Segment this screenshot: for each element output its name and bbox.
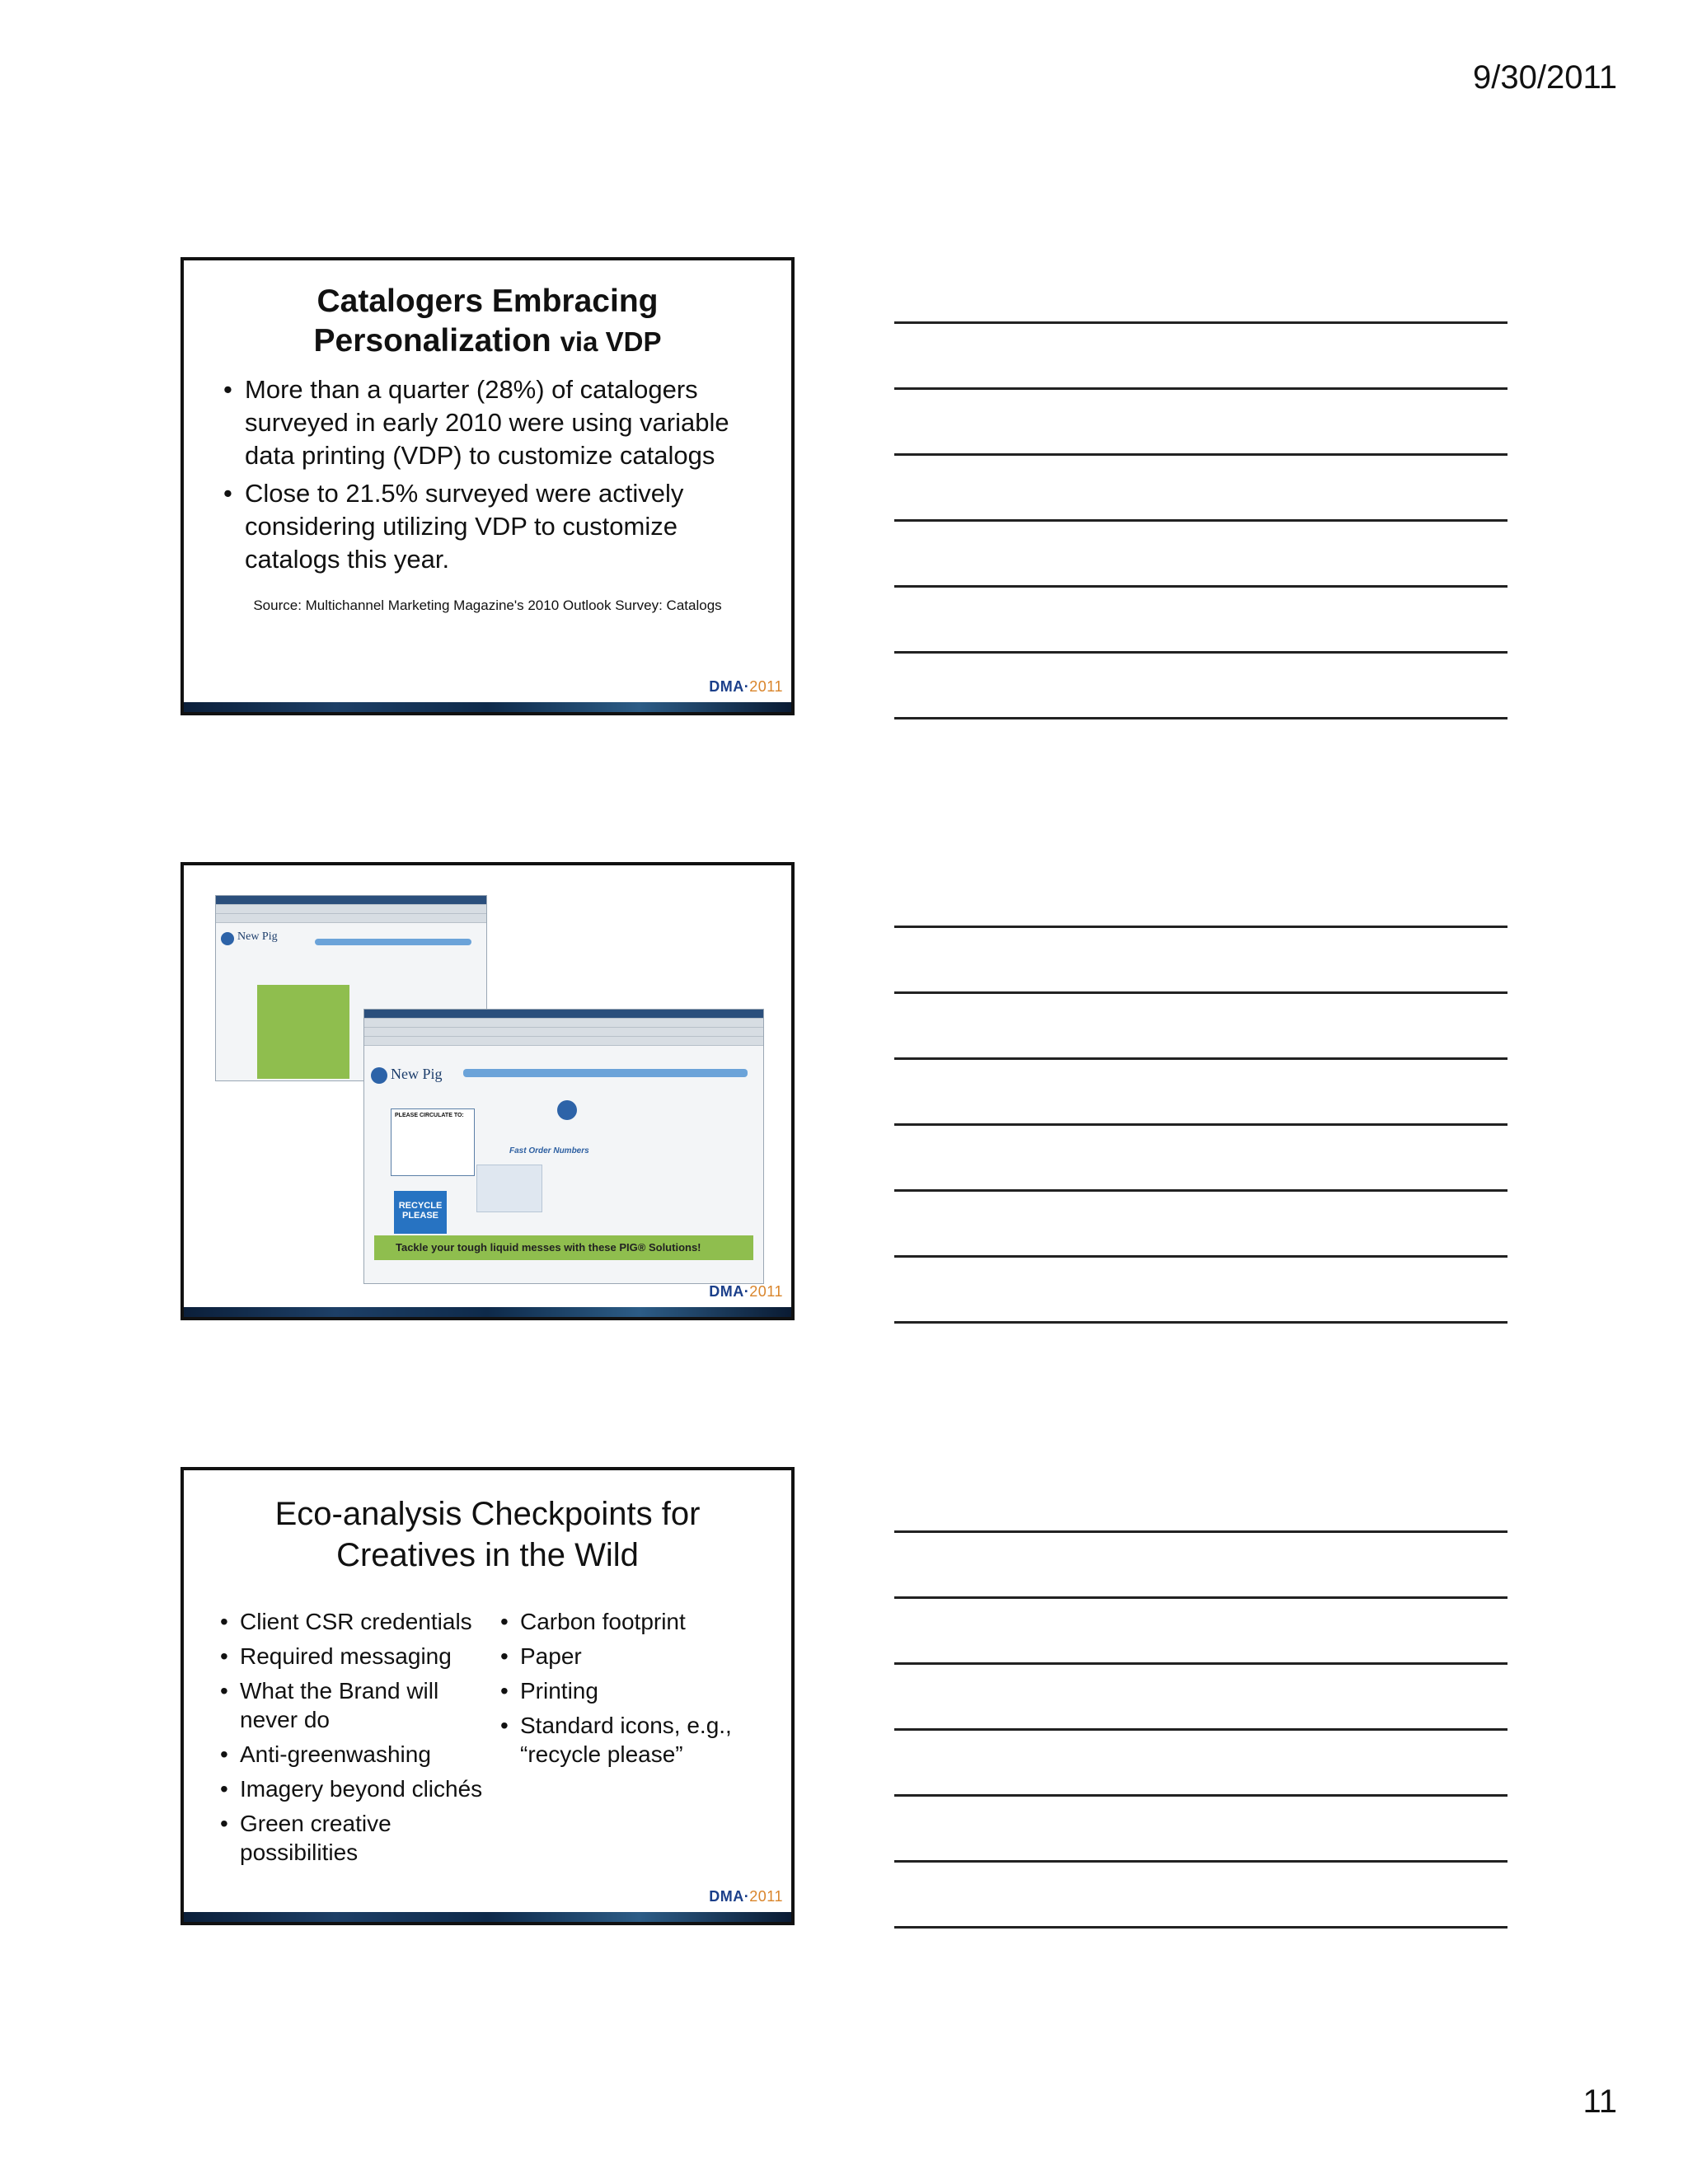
image-placeholder [476, 1165, 542, 1212]
slide-3 [181, 1467, 795, 1925]
list-item: • Imagery beyond clichés [217, 1774, 497, 1803]
circulate-list: PLEASE CIRCULATE TO: [391, 1108, 475, 1176]
pig-badge-icon [557, 1100, 577, 1120]
slide-2 [181, 862, 795, 1320]
list-item: • Anti-greenwashing [217, 1740, 497, 1769]
catalog-panel [257, 985, 349, 1079]
list-item: • Client CSR credentials [217, 1607, 497, 1636]
slide-1 [181, 257, 795, 715]
solutions-banner: Tackle your tough liquid messes with these PIG® Solutions! [374, 1235, 753, 1260]
recycle-bin-image: RECYCLE PLEASE [394, 1191, 447, 1234]
list-item: • What the Brand will never do [217, 1676, 497, 1734]
slide-1-title-main: Personalization [313, 323, 551, 359]
slide-1-title [184, 282, 791, 362]
brand-logo: New Pig [391, 1066, 443, 1082]
nav-strip [463, 1069, 748, 1077]
slide-3-title-line1: Eco-analysis Checkpoints for [274, 1496, 701, 1532]
slide-3-col1 [217, 1607, 497, 1872]
slide-1-title-line2 [184, 321, 791, 362]
list-item: • Carbon footprint [497, 1607, 761, 1636]
slide-3-col2 [497, 1607, 761, 1872]
dma-logo: DMA·2011 [709, 678, 783, 695]
list-item: • Standard icons, e.g., “recycle please” [497, 1711, 761, 1769]
fast-order-label: Fast Order Numbers [509, 1146, 589, 1155]
list-item: • Required messaging [217, 1642, 497, 1671]
dma-logo: DMA·2011 [709, 1888, 783, 1905]
slide-3-columns [217, 1607, 775, 1872]
slide-1-source: Source: Multichannel Marketing Magazine's 2010 Outlook Survey: Catalogs [253, 598, 722, 613]
list-item: • Paper [497, 1642, 761, 1671]
pig-logo-icon [371, 1067, 387, 1084]
slide-1-bullets [217, 373, 767, 576]
list-item: • Printing [497, 1676, 761, 1705]
list-item: • Green creative possibilities [217, 1809, 497, 1867]
page-date: 9/30/2011 [1473, 59, 1617, 96]
slide-footer-bar [184, 1307, 791, 1317]
slide-1-title-line1: Catalogers Embracing [316, 284, 659, 319]
brand-logo-small: New Pig [237, 930, 278, 943]
slide-3-title [184, 1493, 791, 1576]
list-item: • More than a quarter (28%) of catalogers surveyed in early 2010 were using variable data printing (VDP) to customize catalogs [217, 373, 767, 472]
pig-logo-icon [221, 932, 234, 945]
nav-strip [315, 939, 471, 945]
slide-3-title-line2: Creatives in the Wild [336, 1537, 639, 1573]
dma-logo: DMA·2011 [709, 1283, 783, 1300]
slide-footer-bar [184, 702, 791, 712]
list-item: • Close to 21.5% surveyed were actively considering utilizing VDP to customize catalogs this year. [217, 477, 767, 576]
slide-footer-bar [184, 1912, 791, 1922]
slide-1-title-small: via VDP [560, 326, 662, 357]
screenshot-front [363, 1009, 764, 1284]
page-number: 11 [1582, 2083, 1617, 2120]
